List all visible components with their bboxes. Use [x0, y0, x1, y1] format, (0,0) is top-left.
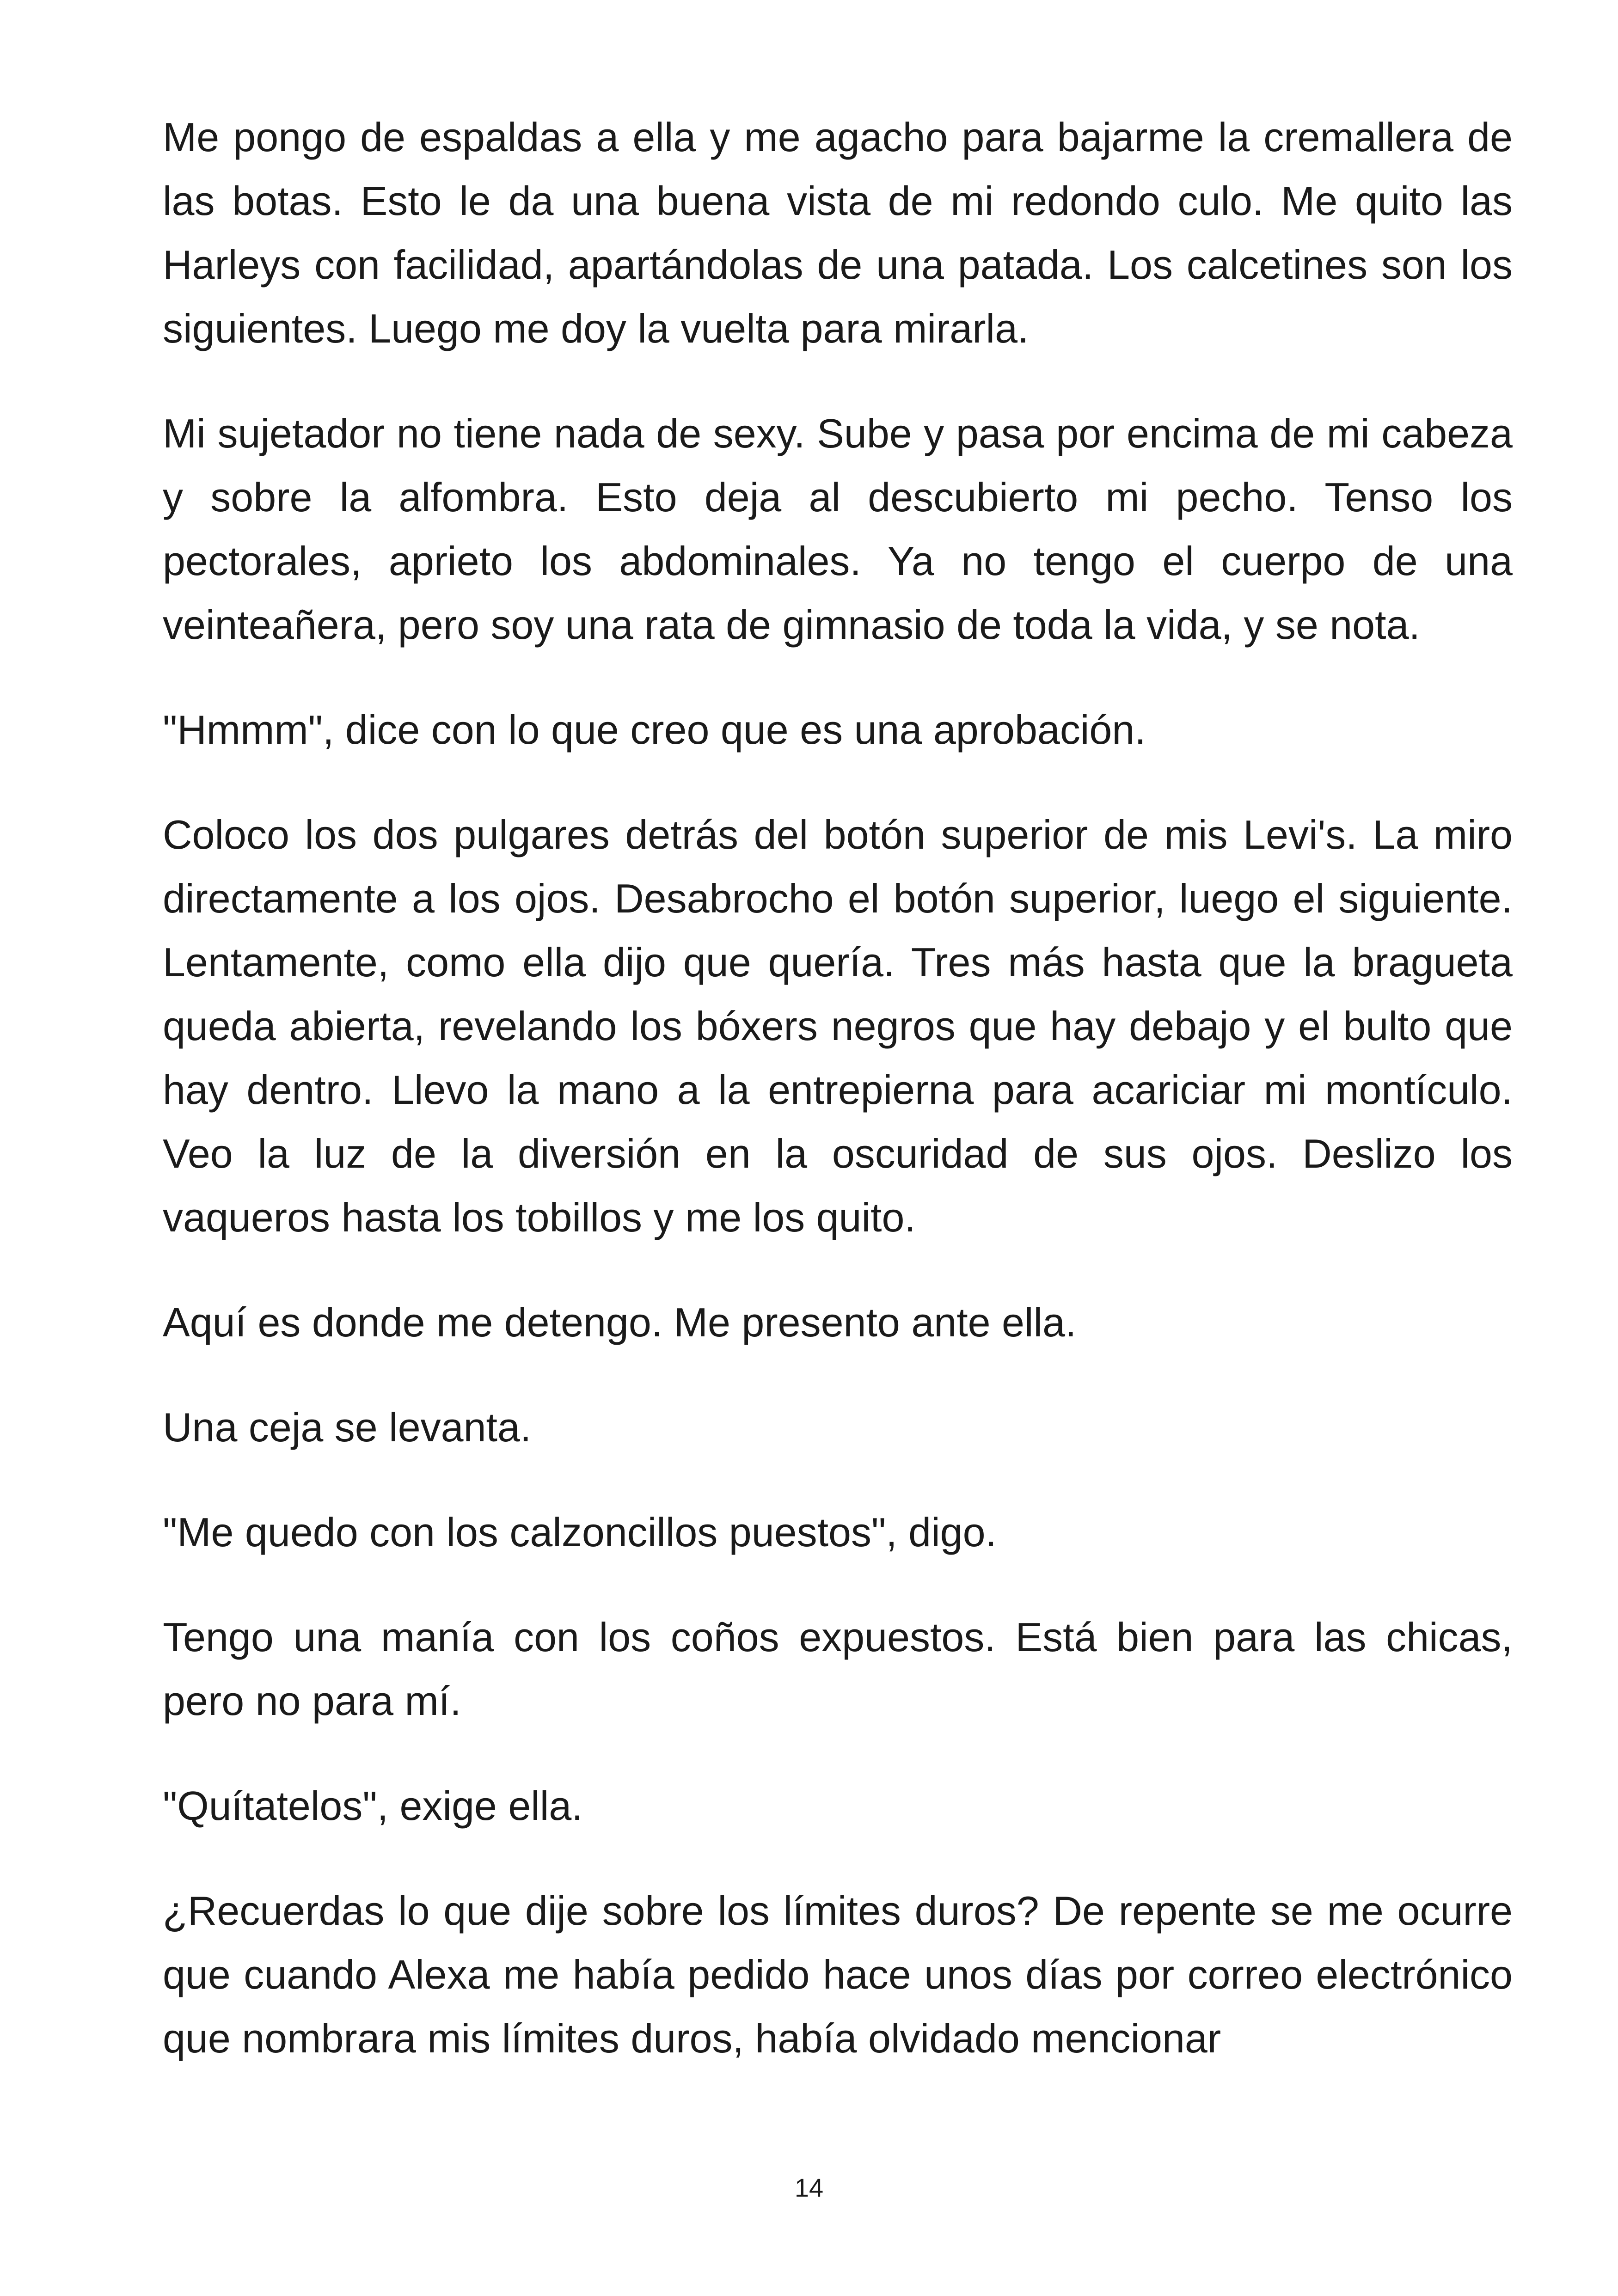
paragraph-8: Tengo una manía con los coños expuestos. Está bien para las chicas, pero no para mí.	[163, 1614, 1513, 1724]
paragraph-1: Me pongo de espaldas a ella y me agacho para bajarme la cremallera de las botas. Esto le da una buena vista de mi redondo culo. Me quito las Harleys con facilidad, apartándolas de una patada. Los calcetines son los siguientes. Luego me doy la vuelta para mirarla.	[163, 114, 1513, 351]
paragraph-9: "Quítatelos", exige ella.	[163, 1783, 583, 1829]
paragraph-4: Coloco los dos pulgares detrás del botón superior de mis Levi's. La miro directamente a los ojos. Desabrocho el botón superior, luego el siguiente. Lentamente, como ella dijo que quería. Tres más hasta que la bragueta queda abierta, revelando los bóxers negros que hay debajo y el bulto que hay dentro. Llevo la mano a la entrepierna para acariciar mi montículo. Veo la luz de la diversión en la oscuridad de sus ojos. Deslizo los vaqueros hasta los tobillos y me los quito.	[163, 812, 1513, 1240]
paragraph-2: Mi sujetador no tiene nada de sexy. Sube y pasa por encima de mi cabeza y sobre la alfombra. Esto deja al descubierto mi pecho. Tenso los pectorales, aprieto los abdominales. Ya no tengo el cuerpo de una veinteañera, pero soy una rata de gimnasio de toda la vida, y se nota.	[163, 410, 1513, 648]
paragraph-3: "Hmmm", dice con lo que creo que es una aprobación.	[163, 707, 1146, 753]
paragraph-7: "Me quedo con los calzoncillos puestos", digo.	[163, 1509, 997, 1555]
paragraph-5: Aquí es donde me detengo. Me presento ante ella.	[163, 1299, 1077, 1345]
paragraph-6: Una ceja se levanta.	[163, 1404, 532, 1450]
page-number: 14	[794, 2173, 824, 2202]
paragraph-10: ¿Recuerdas lo que dije sobre los límites duros? De repente se me ocurre que cuando Alexa me había pedido hace unos días por correo electrónico que nombrara mis límites duros, había olvidado mencionar	[163, 1888, 1513, 2061]
body-text	[163, 105, 1513, 2112]
